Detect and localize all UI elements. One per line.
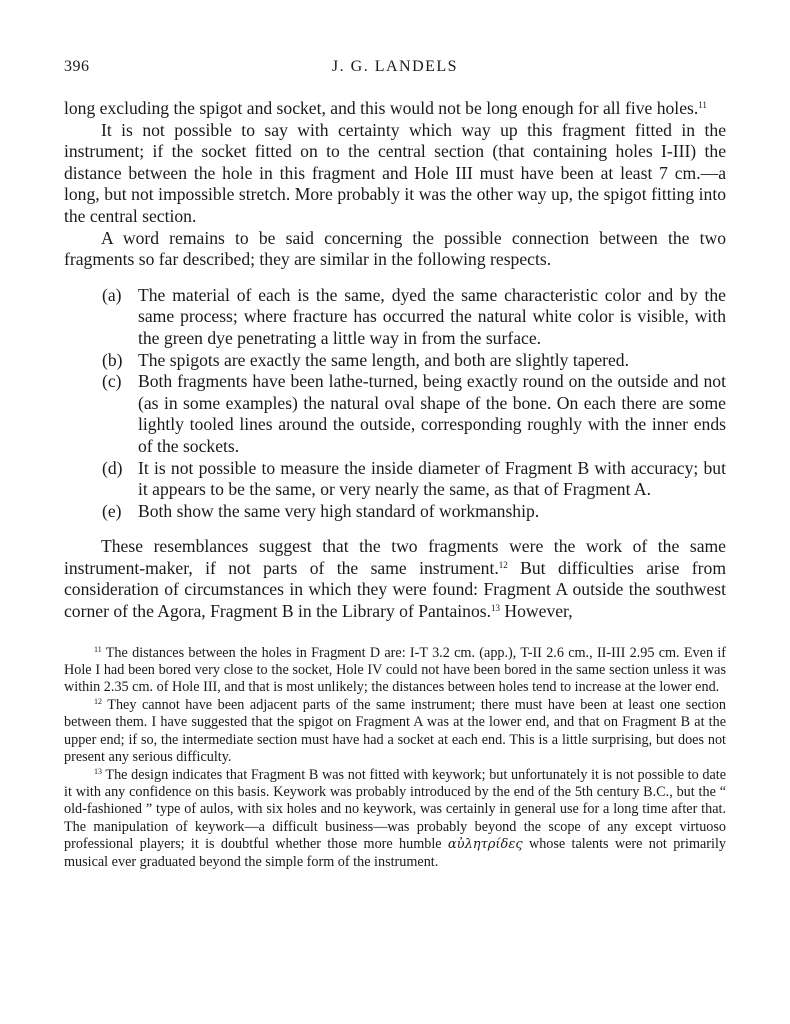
paragraph: It is not possible to say with certainty which way up this fragment fitted in the instrument; if the socket fitted on to the central section (that containing holes I-III) the distance between the hole in this fragment and Hole III must have been at least 7 cm.—a long, but not impossible stretch. More probably it was the other way up, the spigot fitting into the central section. bbox=[64, 119, 726, 226]
list-label: (d) bbox=[102, 457, 123, 478]
list-text: It is not possible to measure the inside diameter of Fragment B with accuracy; but it appears to be the same, or very nearly the same, as that of Fragment A. bbox=[138, 457, 726, 500]
list-label: (b) bbox=[102, 349, 123, 370]
footnote-text: They cannot have been adjacent parts of the same instrument; there must have been at least one section between them. I have suggested that the spigot on Fragment A was at the lower end, and that on Fragment B at the upper end; if so, the intermediate section must have had a socket at each end. This is a little surprising, but does not present any serious difficulty. bbox=[64, 696, 726, 766]
footnote-number: 11 bbox=[94, 644, 102, 654]
paragraph-text: However, bbox=[500, 601, 573, 622]
list-item bbox=[64, 501, 726, 523]
paragraph: A word remains to be said concerning the possible connection between the two fragments so far described; they are similar in the following respects. bbox=[64, 227, 726, 270]
footnote bbox=[64, 767, 726, 871]
list-label: (a) bbox=[102, 284, 122, 305]
paragraph-text: These resemblances suggest that the two fragments were the work of the same instrument-maker, if not parts of the same instrument. bbox=[64, 536, 726, 578]
running-head: J. G. LANDELS bbox=[331, 58, 459, 75]
footnotes bbox=[64, 645, 726, 871]
paragraph-text: But difficulties arise from consideration of circumstances in which they were found: Fragment A outside the southwest corner of the Agora, Fragment B in the Library of Pantainos. bbox=[64, 557, 727, 622]
greek-term: αὐλητρίδες bbox=[447, 837, 523, 853]
list-item bbox=[64, 350, 726, 372]
list-label: (c) bbox=[102, 371, 122, 392]
page bbox=[64, 58, 726, 871]
page-number: 396 bbox=[64, 58, 90, 75]
list-label: (e) bbox=[102, 500, 122, 521]
list-item bbox=[64, 458, 726, 501]
footnote-era-abbrev: B.C. bbox=[643, 783, 670, 800]
list-text: The spigots are exactly the same length, and both are slightly tapered. bbox=[138, 349, 630, 370]
list-text: The material of each is the same, dyed the same characteristic color and by the same process; where fracture has occurred the natural white color is visible, with the green dye penetrating a little way in from the surface. bbox=[138, 284, 726, 348]
paragraph-text: long excluding the spigot and socket, and this would not be long enough for all five holes. bbox=[64, 98, 699, 118]
resemblance-list bbox=[64, 285, 726, 523]
footnote-number: 12 bbox=[94, 696, 102, 706]
paragraph bbox=[64, 98, 726, 120]
list-text: Both show the same very high standard of workmanship. bbox=[138, 500, 540, 521]
footnote bbox=[64, 645, 726, 697]
footnote-ref: 11 bbox=[698, 100, 707, 110]
footnote-number: 13 bbox=[94, 766, 102, 776]
list-item bbox=[64, 371, 726, 457]
footnote-ref: 13 bbox=[491, 603, 501, 614]
footnote-ref: 12 bbox=[498, 559, 508, 570]
page-header bbox=[64, 58, 726, 86]
footnote-text: The design indicates that Fragment B was not fitted with keywork; but unfortunately it is not possible to date it with any confidence on this basis. Keywork was probably introduced by the end of the 5th century bbox=[64, 766, 726, 800]
footnote bbox=[64, 697, 726, 767]
body-text bbox=[64, 98, 726, 623]
footnote-text: The distances between the holes in Fragment D are: I-T 3.2 cm. (app.), T-II 2.6 cm., II-III 2.95 cm. Even if Hole I had been bored very close to the socket, Hole IV could not have been bored in the same section unless it was within 2.35 cm. of Hole III, and that is most unlikely; the distances between holes tend to increase at the lower end. bbox=[64, 644, 726, 696]
footnote-text: , but the “ old-fashioned ” type of aulos, with six holes and no keywork, was certainly in general use for a long time after that. The manipulation of keywork—a difficult business—was probably beyond the scope of any except virtuoso professional players; it is doubtful whether those more humble bbox=[64, 783, 727, 853]
list-item bbox=[64, 285, 726, 350]
footnote-text: whose talents were not primarily musical ever graduated beyond the simple form of the instrument. bbox=[64, 836, 726, 870]
list-text: Both fragments have been lathe-turned, being exactly round on the outside and not (as in some examples) the natural oval shape of the bone. On each there are some lightly tooled lines around the outside, corresponding roughly with the inner ends of the sockets. bbox=[138, 371, 726, 456]
paragraph bbox=[64, 536, 726, 622]
